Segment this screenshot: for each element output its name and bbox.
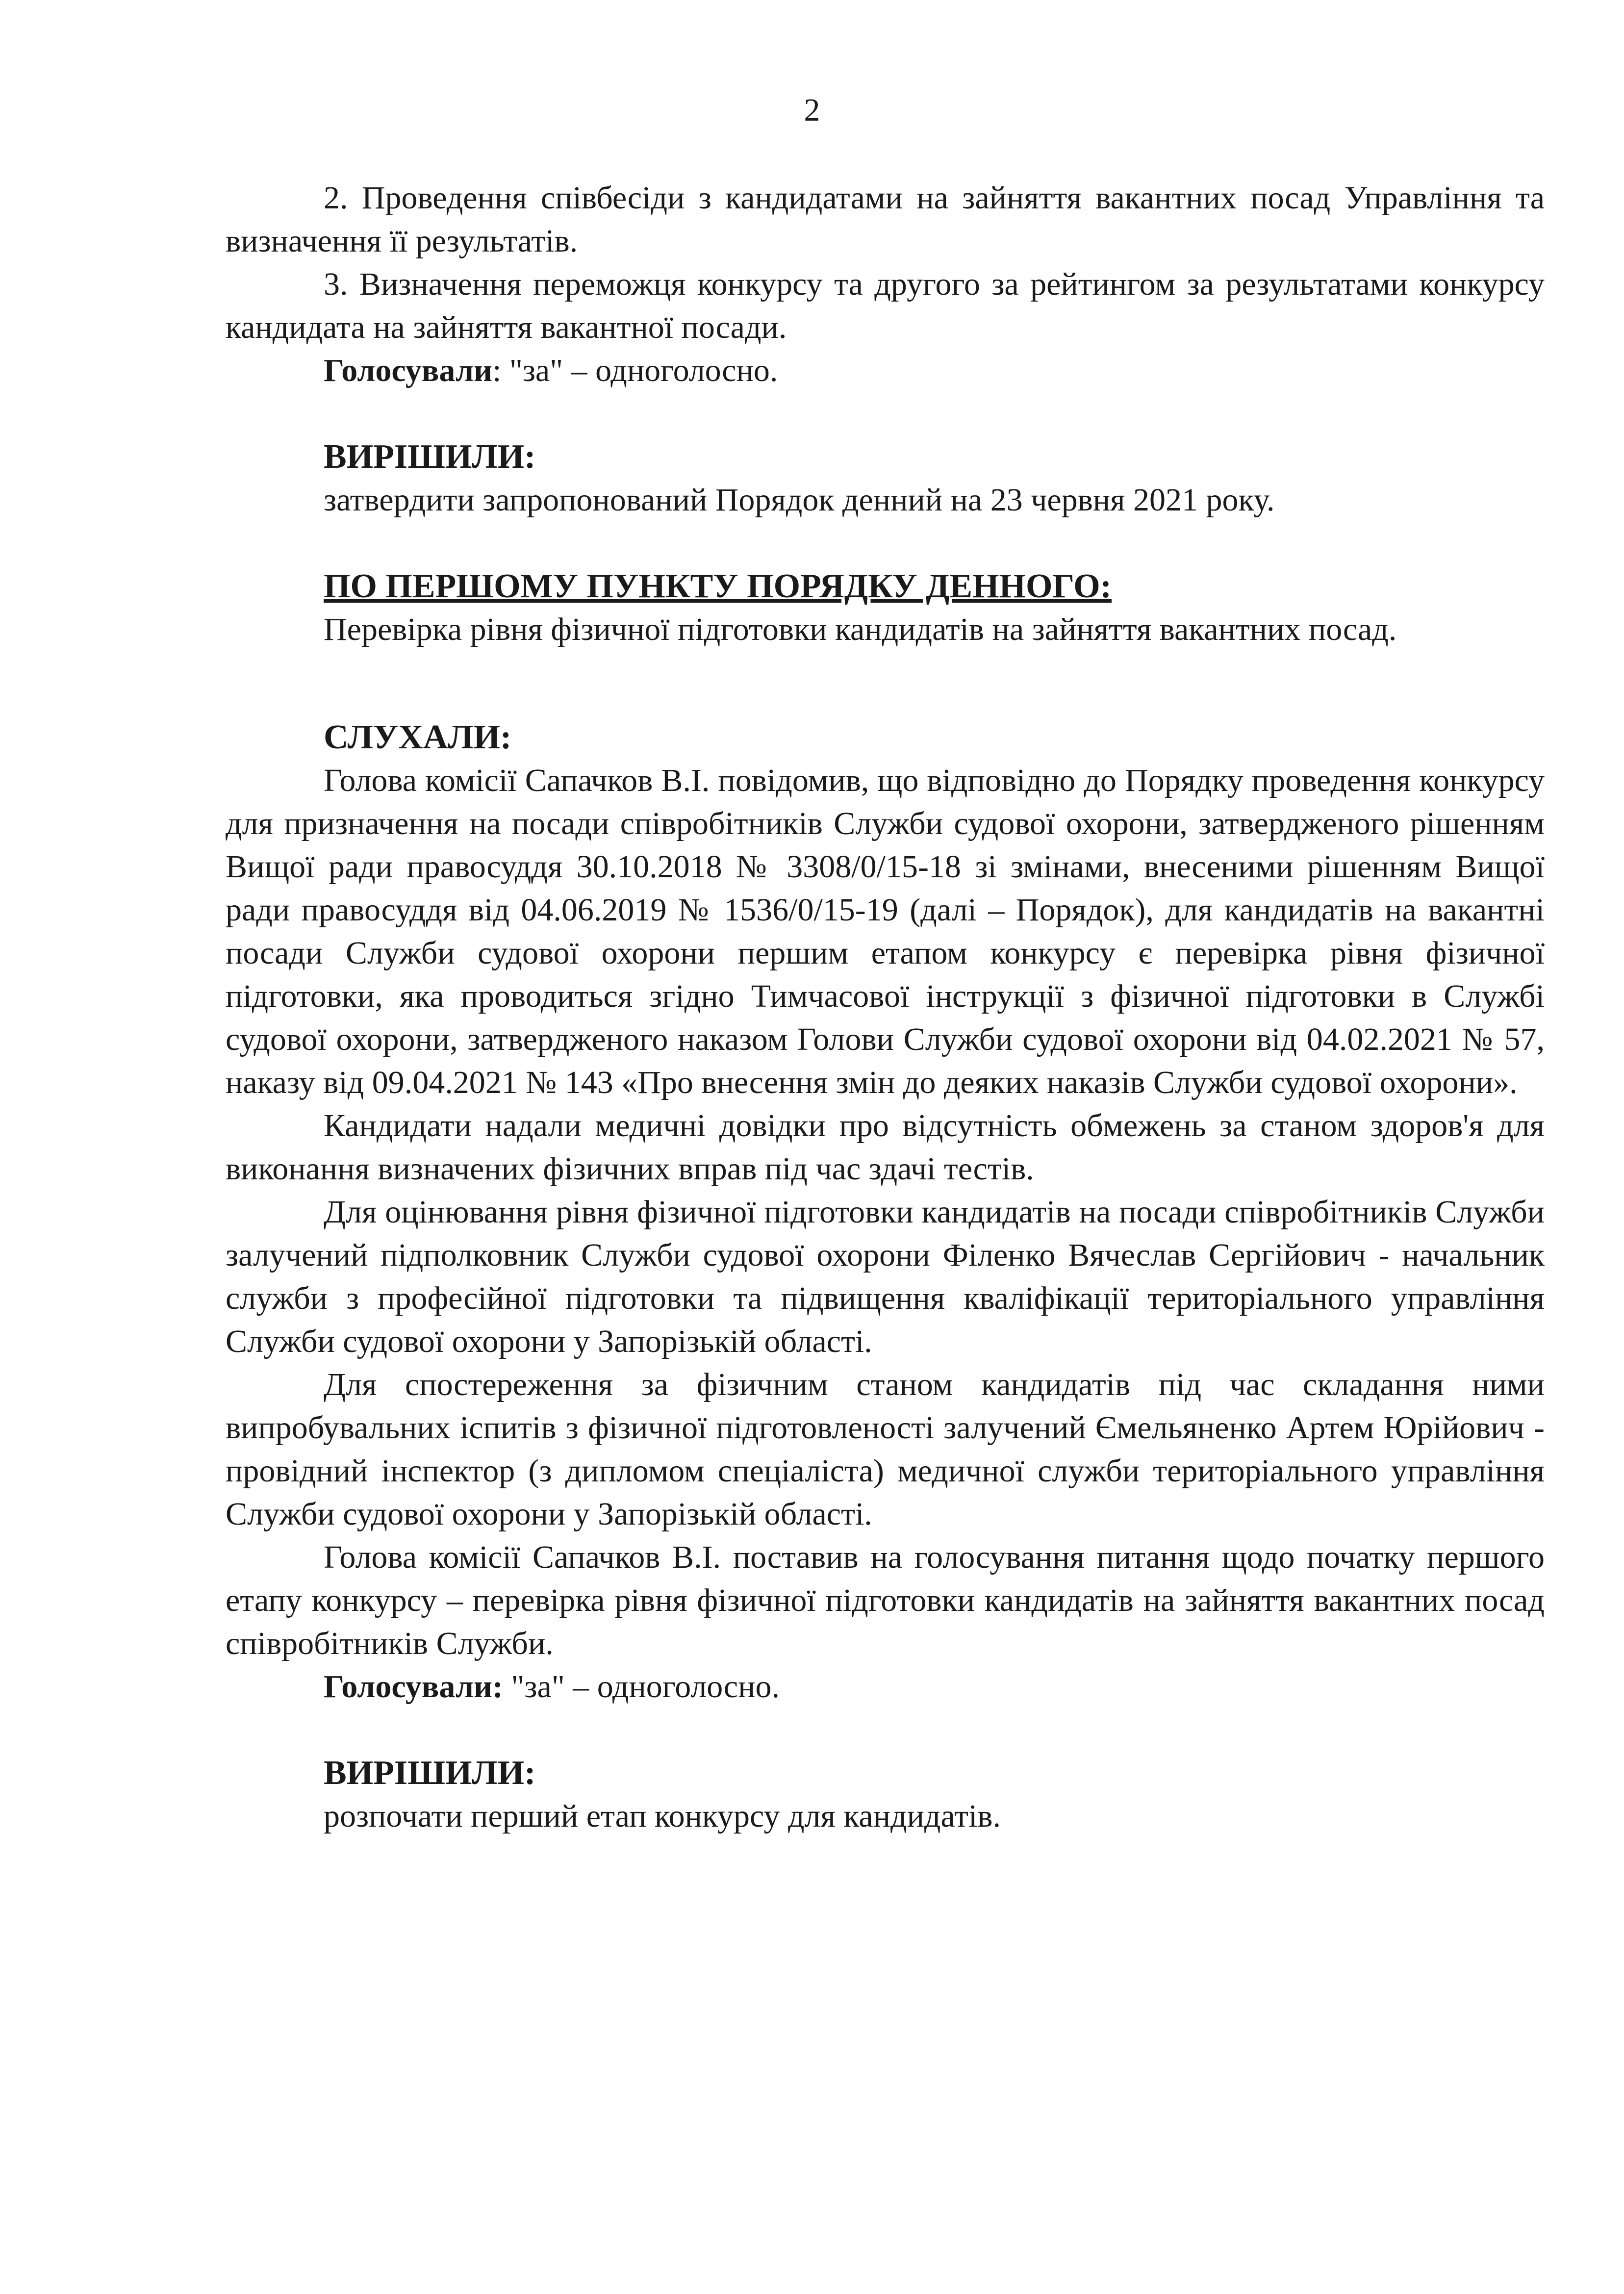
decision-2-text: розпочати перший етап конкурсу для кандидатів. <box>324 1798 1001 1834</box>
heard-paragraph-2: Кандидати надали медичні довідки про відсутність обмежень за станом здоров'я для виконання визначених фізичних вправ під час здачі тестів. <box>226 1108 1545 1187</box>
agenda-item-2: 2. Проведення співбесіди з кандидатами на зайняття вакантних посад Управління та визначення її результатів. <box>226 180 1545 259</box>
agenda-vote <box>226 349 1545 392</box>
document-body <box>226 177 1545 1838</box>
spacer <box>226 392 1545 435</box>
heard-paragraph-3: Для оцінювання рівня фізичної підготовки кандидатів на посади співробітників Служби залучений підполковник Служби судової охорони Філенко Вячеслав Сергійович - начальник служби з професійної підготовки та підвищення кваліфікації територіального управління Служби судової охорони у Запорізькій області. <box>226 1194 1545 1359</box>
heard-vote <box>226 1665 1545 1708</box>
first-item-heading: ПО ПЕРШОМУ ПУНКТУ ПОРЯДКУ ДЕННОГО: <box>324 567 1112 605</box>
vote-label: Голосували <box>324 353 493 388</box>
vote-label: Голосували: <box>324 1669 504 1705</box>
heard-paragraph-5: Голова комісії Сапачков В.І. поставив на голосування питання щодо початку першого етапу конкурсу – перевірка рівня фізичної підготовки кандидатів на зайняття вакантних посад співробітників Служби. <box>226 1539 1545 1661</box>
spacer <box>226 522 1545 565</box>
decision-1-text: затвердити запропонований Порядок денний на 23 червня 2021 року. <box>324 482 1275 518</box>
page-number: 2 <box>804 92 820 128</box>
heard-heading: СЛУХАЛИ: <box>324 718 512 756</box>
vote-text: "за" – одноголосно. <box>503 1669 780 1705</box>
agenda-item-3: 3. Визначення переможця конкурсу та другого за рейтингом за результатами конкурсу кандидата на зайняття вакантної посади. <box>226 266 1545 345</box>
spacer <box>226 1708 1545 1752</box>
decision-2-heading: ВИРІШИЛИ: <box>324 1754 536 1792</box>
spacer <box>226 651 1545 716</box>
vote-text: : "за" – одноголосно. <box>492 353 778 388</box>
heard-paragraph-1: Голова комісії Сапачков В.І. повідомив, що відповідно до Порядку проведення конкурсу для призначення на посади співробітників Служби судової охорони, затвердженого рішенням Вищої ради правосуддя 30.10.2018 № 3308/0/15-18 зі змінами, внесеними рішенням Вищої ради правосуддя від 04.06.2019 № 1536/0/15-19 (далі – Порядок), для кандидатів на вакантні посади Служби судової охорони першим етапом конкурсу є перевірка рівня фізичної підготовки, яка проводиться згідно Тимчасової інструкції з фізичної підготовки в Службі судової охорони, затвердженого наказом Голови Служби судової охорони від 04.02.2021 № 57, наказу від 09.04.2021 № 143 «Про внесення змін до деяких наказів Служби судової охорони». <box>226 763 1545 1100</box>
heard-paragraph-4: Для спостереження за фізичним станом кандидатів під час складання ними випробувальних іспитів з фізичної підготовленості залучений Ємельяненко Артем Юрійович - провідний інспектор (з дипломом спеціаліста) медичної служби територіального управління Служби судової охорони у Запорізькій області. <box>226 1367 1545 1532</box>
decision-1-heading: ВИРІШИЛИ: <box>324 438 536 476</box>
first-item-text: Перевірка рівня фізичної підготовки кандидатів на зайняття вакантних посад. <box>324 612 1397 647</box>
